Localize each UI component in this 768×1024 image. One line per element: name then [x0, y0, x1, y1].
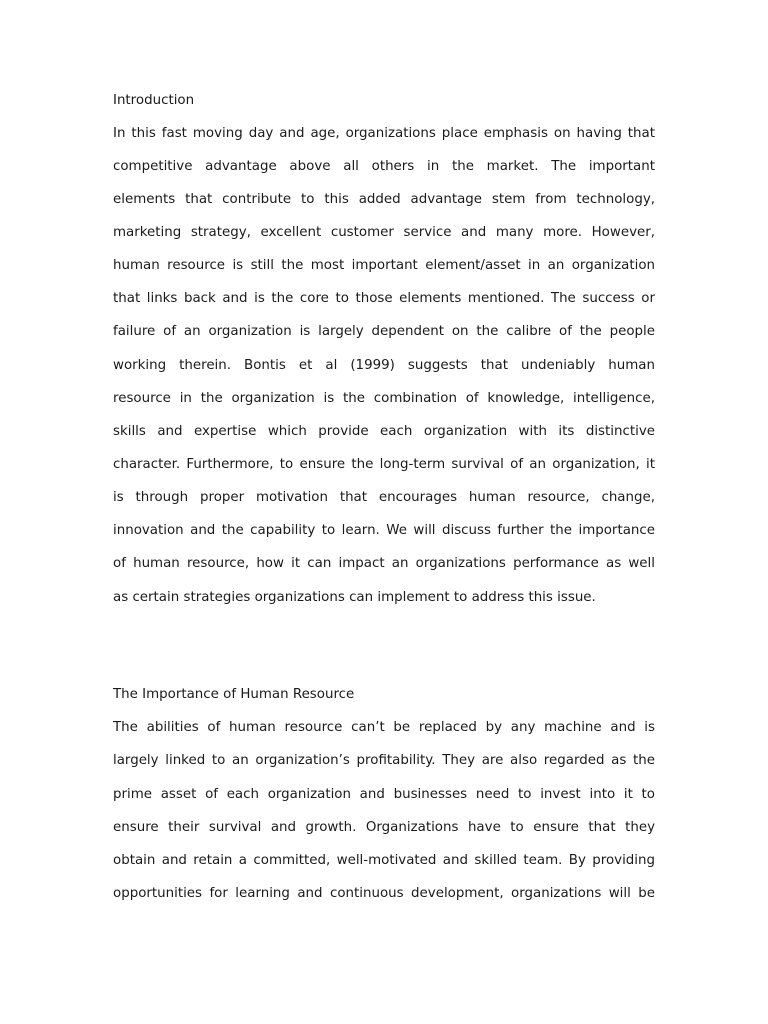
paragraph-line: skills and expertise which provide each organization with its distinctive: [113, 424, 655, 439]
paragraph-line: as certain strategies organizations can implement to address this issue.: [113, 590, 596, 605]
paragraph-line: innovation and the capability to learn. We will discuss further the importance: [113, 523, 655, 538]
paragraph-line: marketing strategy, excellent customer service and many more. However,: [113, 225, 655, 240]
paragraph-line: competitive advantage above all others in the market. The important: [113, 159, 655, 174]
paragraph-line: elements that contribute to this added advantage stem from technology,: [113, 192, 655, 207]
paragraph-line: human resource is still the most important element/asset in an organization: [113, 258, 655, 273]
paragraph-line: largely linked to an organization’s profitability. They are also regarded as the: [113, 753, 655, 768]
paragraph-line: obtain and retain a committed, well-motivated and skilled team. By providing: [113, 853, 655, 868]
paragraph-line: of human resource, how it can impact an organizations performance as well: [113, 556, 655, 571]
paragraph-line: failure of an organization is largely dependent on the calibre of the people: [113, 324, 655, 339]
paragraph-line: In this fast moving day and age, organizations place emphasis on having that: [113, 126, 655, 141]
paragraph-line: working therein. Bontis et al (1999) suggests that undeniably human: [113, 358, 655, 373]
section-heading-importance: The Importance of Human Resource: [113, 687, 355, 702]
paragraph-line: resource in the organization is the combination of knowledge, intelligence,: [113, 391, 655, 406]
paragraph-line: opportunities for learning and continuous development, organizations will be: [113, 886, 655, 901]
paragraph-line: The abilities of human resource can’t be replaced by any machine and is: [113, 720, 655, 735]
paragraph-line: ensure their survival and growth. Organizations have to ensure that they: [113, 820, 655, 835]
paragraph-line: is through proper motivation that encourages human resource, change,: [113, 490, 655, 505]
section-heading-introduction: Introduction: [113, 93, 195, 108]
paragraph-line: that links back and is the core to those elements mentioned. The success or: [113, 291, 655, 306]
paragraph-line: prime asset of each organization and businesses need to invest into it to: [113, 787, 655, 802]
paragraph-line: character. Furthermore, to ensure the long-term survival of an organization, it: [113, 457, 655, 472]
